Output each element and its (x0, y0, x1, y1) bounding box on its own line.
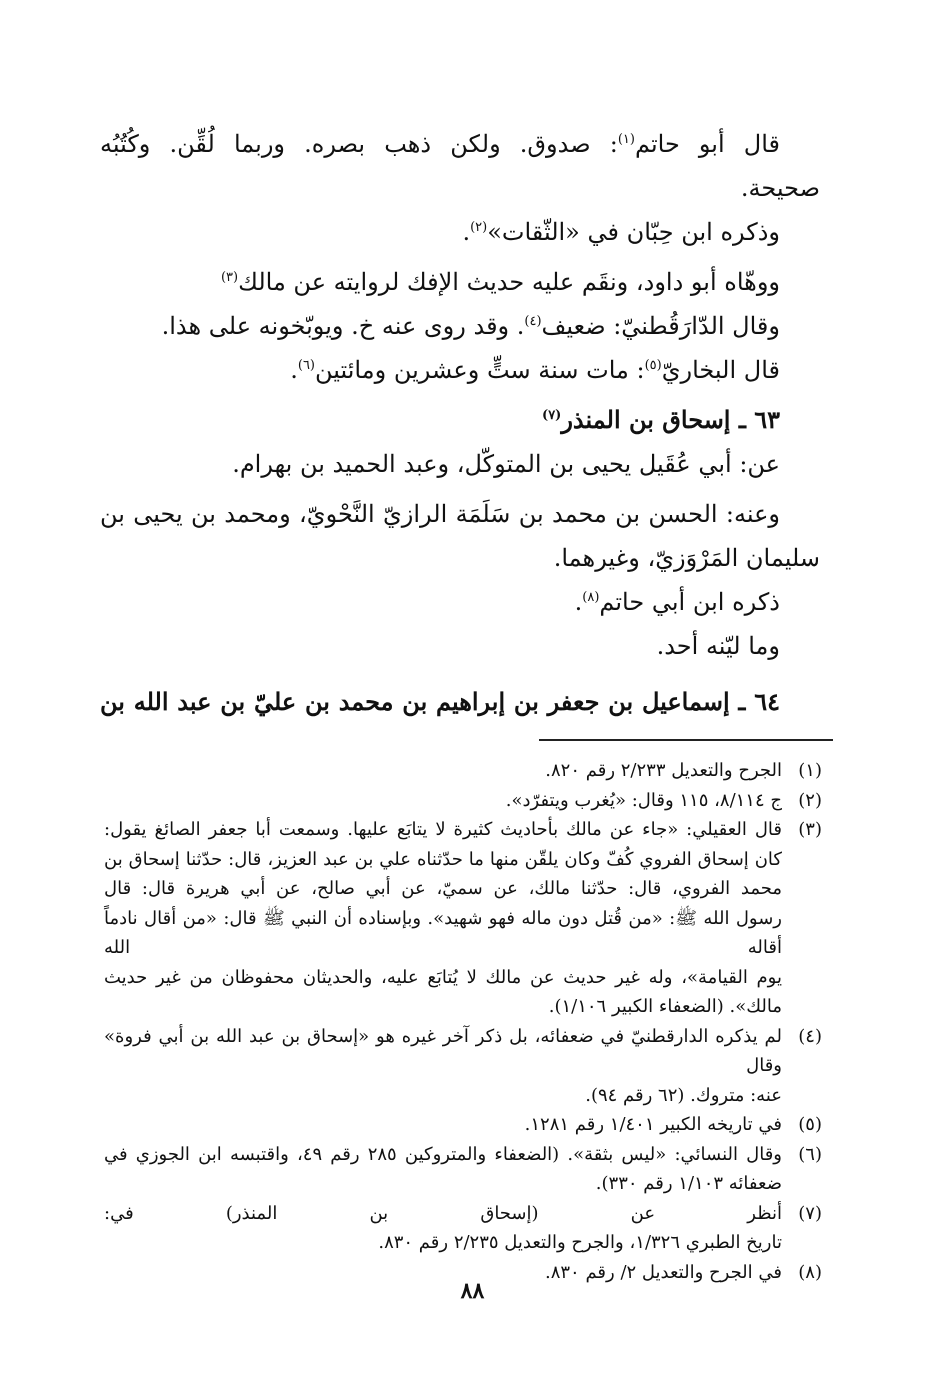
text-span: . وقد روى عنه خ. ويوبّخونه على هذا. (161, 312, 525, 340)
footnote-number: (٦) (798, 1143, 822, 1165)
footnote-line: محمد الفروي، قال: حدّثنا مالك، عن سميّ، عن أبي صالح، عن أبي هريرة قال: قال (104, 878, 782, 899)
text-line (100, 260, 820, 304)
footnote-divider (539, 739, 833, 741)
footnote-line: كان إسحاق الفروي كُفّ وكان يلقّن منها ما حدّثناه علي بن عبد العزيز، قال: حدّثنا إسحاق بن (104, 848, 782, 870)
text-line: وما ليّنه أحد. (656, 632, 780, 660)
footnote-body (104, 1140, 782, 1199)
footnote-body (104, 756, 782, 786)
footnote (104, 1110, 822, 1140)
footnote-line: رسول الله ﷺ: «من قُتل دون ماله فهو شهيد». وبإسناده أن النبي ﷺ قال: «من أقال نادماً أقاله الله (104, 907, 782, 958)
footnote-line: عنه: متروك. (٦٢ رقم ٩٤). (585, 1084, 782, 1106)
footnote (104, 1022, 822, 1111)
footnote-body (104, 1199, 782, 1258)
entry-heading (100, 398, 820, 442)
footnote-line: لم يذكره الدارقطنيّ في ضعفائه، بل ذكر آخر غيره هو «إسحاق بن عبد الله بن أبي فروة» وقال (104, 1025, 782, 1076)
text-span: : صدوق. ولكن ذهب بصره. وربما لُقِّن. وكُتُبُه (100, 130, 618, 158)
footnotes (104, 756, 822, 1287)
text-span: . (290, 356, 298, 384)
footnote-body (104, 786, 782, 816)
footnote-ref[interactable]: (٤) (524, 314, 542, 329)
main-text (100, 122, 820, 724)
footnote-line: ضعفائه ١/١٠٣ رقم ٣٣٠). (595, 1173, 782, 1194)
footnote-number: (٤) (798, 1025, 822, 1047)
text-line (100, 580, 820, 624)
footnote-number: (٥) (798, 1114, 822, 1135)
footnote-number: (١) (798, 760, 822, 781)
footnote (104, 1140, 822, 1199)
text-span: . (462, 218, 471, 246)
text-span: وذكره ابن حِبّان في «الثّقات» (487, 218, 780, 246)
footnote-line: الجرح والتعديل ٢/٢٣٣ رقم ٨٢٠. (545, 760, 782, 781)
text-line (100, 210, 820, 254)
footnote-ref[interactable]: (٣) (220, 270, 239, 285)
entry-heading: ٦٤ ـ إسماعيل بن جعفر بن إبراهيم بن محمد بن عليّ بن عبد الله بن (100, 687, 781, 716)
text-span: ووهّاه أبو داود، ونقَم عليه حديث الإفك لروايته عن مالك (238, 268, 780, 296)
text-line (100, 348, 820, 392)
text-line: سليمان المَرْوَزيّ، وغيرهما. (553, 544, 820, 572)
footnote-body (104, 815, 782, 1022)
footnote-line: في الجرح والتعديل ٢/ رقم ٨٣٠. (544, 1261, 782, 1283)
footnote (104, 815, 822, 1022)
footnote-number: (٧) (798, 1202, 822, 1224)
footnote-body (104, 1110, 782, 1140)
text-span: قال أبو حاتم (634, 130, 781, 158)
footnote-number: (٨) (798, 1261, 822, 1283)
page-number: ٨٨ (460, 1278, 485, 1304)
footnote-line: ج ٨/١١٤، ١١٥ وقال: «يُغرب ويتفرّد». (505, 789, 782, 811)
footnote (104, 1199, 822, 1258)
text-span: . (574, 588, 583, 616)
footnote-line: مالك». (الضعفاء الكبير ١/١٠٦). (548, 996, 782, 1017)
footnote-ref[interactable]: (١) (617, 132, 635, 147)
footnote (104, 786, 822, 816)
text-line: وعنه: الحسن بن محمد بن سَلَمَة الرازيّ النَّحْويّ، ومحمد بن يحيى بن (100, 500, 781, 528)
footnote-number: (٣) (798, 819, 822, 840)
footnote-line: يوم القيامة»، وله غير حديث عن مالك لا يُتابَع عليه، والحديثان محفوظان من غير حديث (104, 966, 782, 988)
footnote-ref[interactable]: (٨) (582, 590, 600, 605)
footnote-line: وقال النسائي: «ليس بثقة». (الضعفاء والمتروكين ٢٨٥ رقم ٤٩، واقتبسه ابن الجوزي في (104, 1143, 782, 1165)
text-span: ٦٣ ـ إسحاق بن المنذر (561, 405, 780, 434)
text-span: ذكره ابن أبي حاتم (599, 588, 780, 616)
footnote-ref[interactable]: (٧) (542, 408, 562, 423)
footnote-line: قال العقيلي: «جاء عن مالك بأحاديث كثيرة لا يتابَع عليها. وسمعت أبا جعفر الصائغ يقول: (104, 819, 782, 840)
text-line: صحيحة. (740, 174, 820, 202)
footnote-line: أنظر عن (إسحاق بن المنذر) في: (104, 1202, 782, 1224)
text-line (100, 122, 820, 166)
text-span: : مات سنة ستٍّ وعشرين ومائتين (315, 356, 645, 384)
text-span: وقال الدّارَقُطنيّ: ضعيف (541, 312, 780, 340)
text-line: عن: أبي عُقَيل يحيى بن المتوكّل، وعبد الحميد بن بهرام. (232, 450, 780, 478)
footnote-number: (٢) (798, 789, 822, 811)
text-span: قال البخاريّ (661, 356, 780, 384)
footnote-ref[interactable]: (٢) (470, 220, 488, 235)
footnote (104, 756, 822, 786)
text-line (100, 304, 820, 348)
footnote-body (104, 1022, 782, 1111)
footnote-ref[interactable]: (٥) (644, 358, 662, 373)
footnote-ref[interactable]: (٦) (297, 358, 315, 373)
footnote-line: تاريخ الطبري ١/٣٢٦، والجرح والتعديل ٢/٢٣٥ رقم ٨٣٠. (378, 1232, 782, 1253)
footnote-line: في تاريخه الكبير ١/٤٠١ رقم ١٢٨١. (524, 1114, 782, 1135)
